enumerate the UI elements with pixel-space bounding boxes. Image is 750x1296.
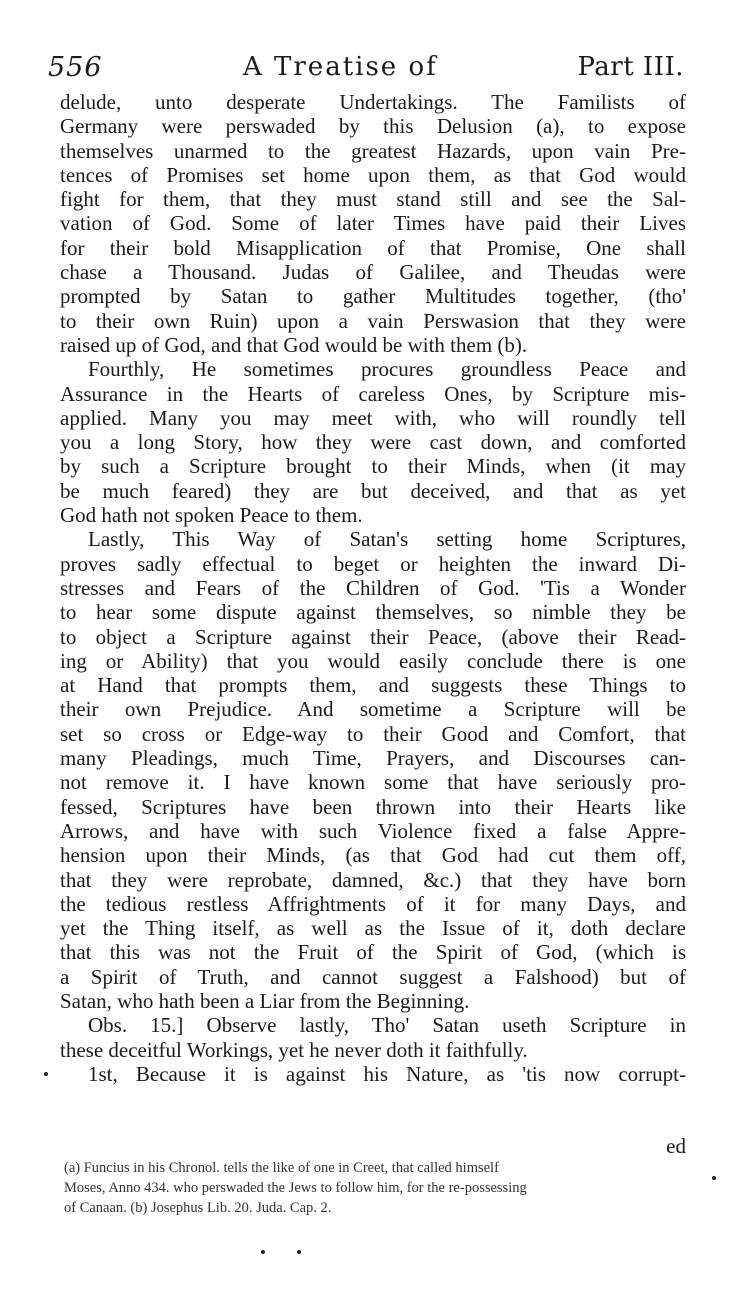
part-label: Part III. [577, 52, 684, 82]
body-text [60, 90, 686, 1086]
text-line: Germany were perswaded by this Delusion (a), to expose [60, 114, 686, 139]
text-line: many Pleadings, much Time, Prayers, and Discourses can- [60, 746, 686, 771]
ink-speck [44, 1072, 48, 1076]
text-line: not remove it. I have known some that have seriously pro- [60, 770, 686, 795]
text-line: tences of Promises set home upon them, as that God would [60, 162, 686, 187]
catchword: ed [666, 1134, 686, 1158]
text-line: that they were reprobate, damned, &c.) that they have born [60, 867, 686, 892]
text-line: yet the Thing itself, as well as the Issue of it, doth declare [60, 916, 686, 941]
text-line: prompted by Satan to gather Multitudes together, (tho' [60, 284, 686, 309]
footnote-line: Moses, Anno 434. who perswaded the Jews to follow him, for the re-possessing [64, 1180, 527, 1196]
text-line: a Spirit of Truth, and cannot suggest a Falshood) but of [60, 964, 686, 989]
text-line: set so cross or Edge-way to their Good and Comfort, that [60, 721, 686, 746]
text-line: ing or Ability) that you would easily conclude there is one [60, 648, 686, 673]
text-line: God hath not spoken Peace to them. [60, 503, 363, 528]
text-line: proves sadly effectual to beget or heighten the inward Di- [60, 551, 686, 576]
text-line: their own Prejudice. And sometime a Scripture will be [60, 697, 686, 722]
running-title: A Treatise of [243, 52, 438, 82]
text-line: chase a Thousand. Judas of Galilee, and Theudas were [60, 260, 686, 285]
footnote-line: (a) Funcius in his Chronol. tells the like of one in Creet, that called himself [64, 1160, 499, 1176]
text-line: at Hand that prompts them, and suggests these Things to [60, 673, 686, 698]
text-line: vation of God. Some of later Times have paid their Lives [60, 211, 686, 236]
text-line: Assurance in the Hearts of careless Ones, by Scripture mis- [60, 381, 686, 406]
text-line: fessed, Scriptures have been thrown into their Hearts like [60, 794, 686, 819]
text-line: raised up of God, and that God would be with them (b). [60, 332, 528, 357]
text-line: delude, unto desperate Undertakings. The Familists of [60, 90, 686, 114]
text-line: stresses and Fears of the Children of God. 'Tis a Wonder [60, 575, 686, 600]
text-line: applied. Many you may meet with, who will roundly tell [60, 405, 686, 430]
text-line: fight for them, that they must stand still and see the Sal- [60, 187, 686, 212]
text-line: the tedious restless Affrightments of it for many Days, and [60, 891, 686, 916]
footnote-line: of Canaan. (b) Josephus Lib. 20. Juda. Cap. 2. [64, 1200, 332, 1216]
page-header [48, 52, 684, 86]
text-line: to their own Ruin) upon a vain Perswasion that they were [60, 308, 686, 333]
text-line: to object a Scripture against their Peace, (above their Read- [60, 624, 686, 649]
text-line: be much feared) they are but deceived, and that as yet [60, 478, 686, 503]
text-line: Arrows, and have with such Violence fixed a false Appre- [60, 818, 686, 843]
text-line: you a long Story, how they were cast down, and comforted [60, 430, 686, 455]
text-line: to hear some dispute against themselves, so nimble they be [60, 600, 686, 625]
text-line: that this was not the Fruit of the Spirit of God, (which is [60, 940, 686, 965]
text-line: these deceitful Workings, yet he never doth it faithfully. [60, 1037, 528, 1062]
text-line: hension upon their Minds, (as that God had cut them off, [60, 843, 686, 868]
ink-speck [712, 1176, 716, 1180]
text-line: themselves unarmed to the greatest Hazards, upon vain Pre- [60, 138, 686, 163]
text-line: Fourthly, He sometimes procures groundless Peace and [88, 357, 686, 382]
text-line: Satan, who hath been a Liar from the Beginning. [60, 988, 470, 1013]
ink-speck [261, 1250, 265, 1254]
text-line: for their bold Misapplication of that Promise, One shall [60, 235, 686, 260]
text-line: Obs. 15.] Observe lastly, Tho' Satan useth Scripture in [88, 1013, 686, 1038]
text-line: by such a Scripture brought to their Minds, when (it may [60, 454, 686, 479]
page-number: 556 [48, 52, 103, 83]
text-line: Lastly, This Way of Satan's setting home Scriptures, [88, 527, 686, 552]
ink-speck [297, 1250, 301, 1254]
footnotes [64, 1158, 692, 1218]
text-line: 1st, Because it is against his Nature, as 'tis now corrupt- [88, 1061, 686, 1086]
